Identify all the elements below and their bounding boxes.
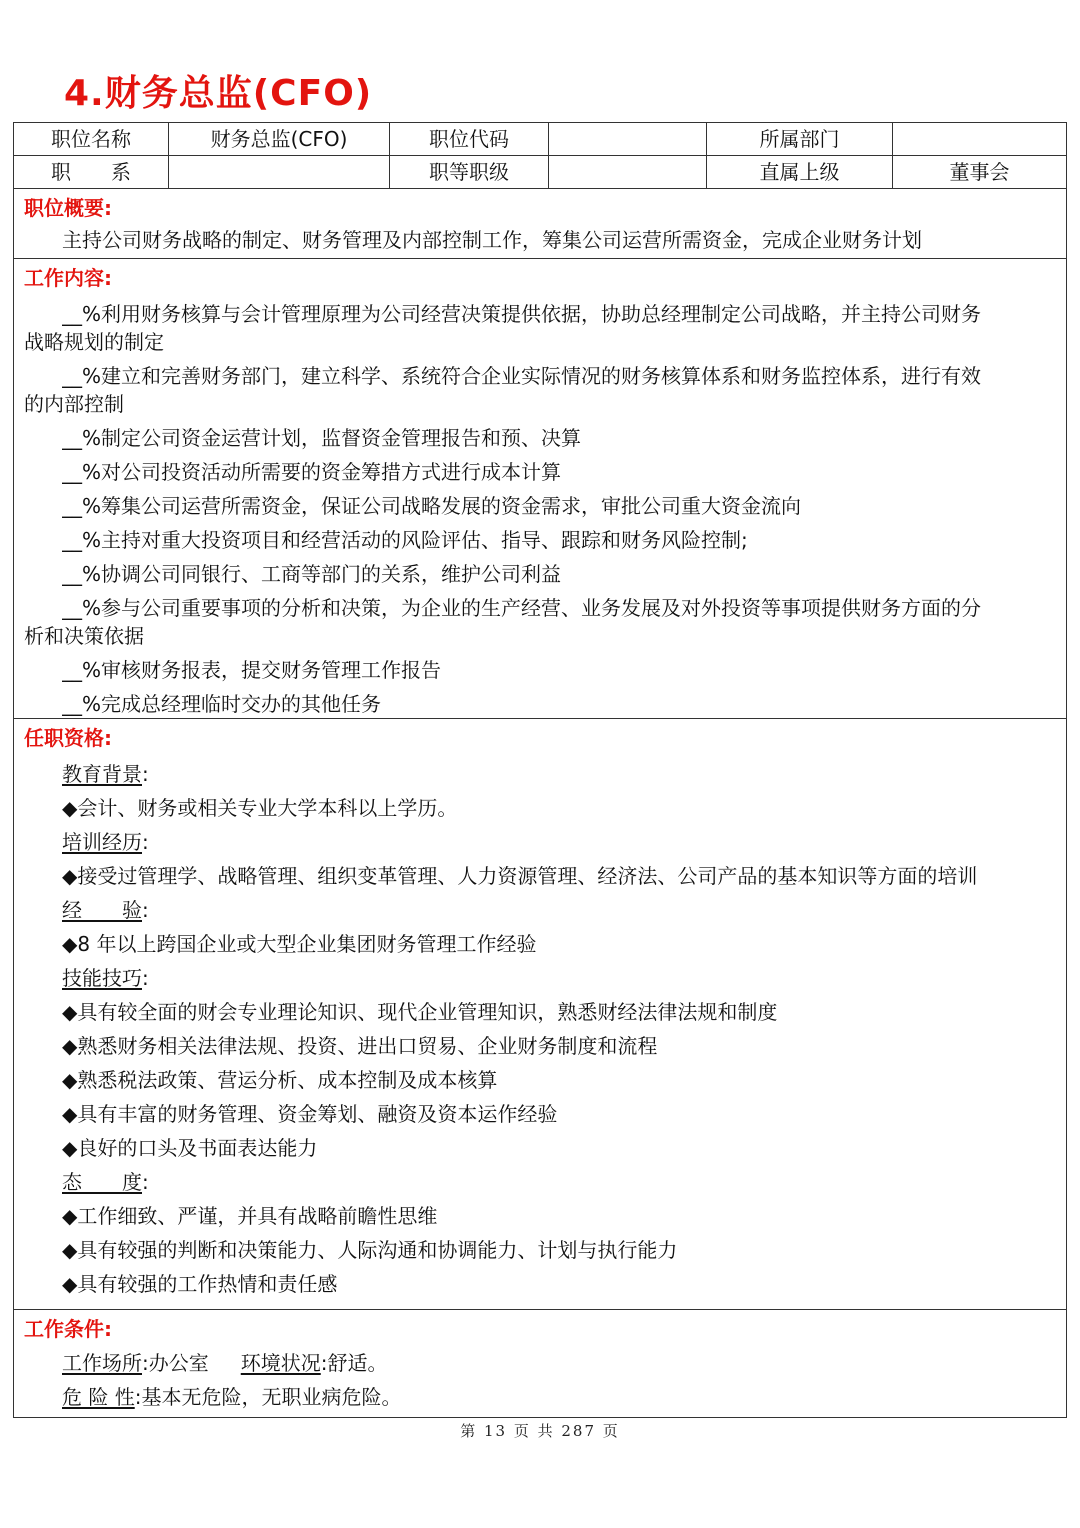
list-item: ◆具有较全面的财会专业理论知识、现代企业管理知识，熟悉财经法律法规和制度	[62, 1000, 778, 1024]
place-value: 办公室	[148, 1351, 209, 1375]
job-description-table	[13, 122, 1067, 1418]
training-text: ◆接受过管理学、战略管理、组织变革管理、人力资源管理、经济法、公司产品的基本知识等方面的培训	[62, 864, 978, 888]
skills-label: 技能技巧	[62, 966, 142, 990]
label-department: 所属部门	[707, 123, 893, 156]
env-label: 环境状况	[240, 1351, 321, 1375]
risk-row: 危 险 性:基本无危险，无职业病危险。	[62, 1385, 402, 1409]
training-label-row: 培训经历:	[62, 830, 149, 854]
value-job-family	[169, 156, 390, 189]
list-item: ◆熟悉税法政策、营运分析、成本控制及成本核算	[62, 1068, 498, 1092]
conditions-section	[14, 1310, 1066, 1417]
qualifications-heading: 任职资格:	[24, 726, 112, 750]
overview-text: 主持公司财务战略的制定、财务管理及内部控制工作，筹集公司运营所需资金，完成企业财务计划	[62, 228, 922, 252]
list-item: __%对公司投资活动所需要的资金筹措方式进行成本计算	[62, 460, 562, 484]
list-item: __%利用财务核算与会计管理原理为公司经营决策提供依据，协助总经理制定公司战略，并主持公司财务	[62, 302, 982, 326]
duties-section	[14, 259, 1066, 719]
experience-text: ◆8 年以上跨国企业或大型企业集团财务管理工作经验	[62, 932, 537, 956]
label-position-code: 职位代码	[390, 123, 549, 156]
list-item: ◆具有较强的判断和决策能力、人际沟通和协调能力、计划与执行能力	[62, 1238, 678, 1262]
list-item: ◆具有丰富的财务管理、资金筹划、融资及资本运作经验	[62, 1102, 558, 1126]
list-item: 的内部控制	[24, 392, 124, 416]
list-item: __%完成总经理临时交办的其他任务	[62, 692, 382, 716]
list-item: 析和决策依据	[24, 624, 144, 648]
value-department	[893, 123, 1066, 156]
experience-label: 经 验	[62, 898, 142, 922]
value-position-name: 财务总监(CFO)	[169, 123, 390, 156]
list-item: ◆良好的口头及书面表达能力	[62, 1136, 318, 1160]
label-grade: 职等职级	[390, 156, 549, 189]
list-item: 战略规划的制定	[24, 330, 164, 354]
education-text: ◆会计、财务或相关专业大学本科以上学历。	[62, 796, 458, 820]
page-title: 4.财务总监(CFO)	[64, 73, 373, 114]
training-label: 培训经历	[62, 830, 142, 854]
qualifications-section	[14, 719, 1066, 1310]
place-env-row: 工作场所:办公室 环境状况:舒适。	[62, 1351, 388, 1375]
attitude-label-row: 态 度:	[62, 1170, 149, 1194]
skills-label-row: 技能技巧:	[62, 966, 149, 990]
list-item: __%参与公司重要事项的分析和决策，为企业的生产经营、业务发展及对外投资等事项提供财务方面的分	[62, 596, 982, 620]
education-label-row: 教育背景:	[62, 762, 149, 786]
risk-label: 危 险 性	[62, 1385, 135, 1409]
list-item: ◆熟悉财务相关法律法规、投资、进出口贸易、企业财务制度和流程	[62, 1034, 658, 1058]
experience-label-row: 经 验:	[62, 898, 149, 922]
risk-value: 基本无危险，无职业病危险。	[141, 1385, 402, 1409]
list-item: ◆工作细致、严谨，并具有战略前瞻性思维	[62, 1204, 438, 1228]
education-label: 教育背景	[62, 762, 142, 786]
label-job-family: 职 系	[14, 156, 169, 189]
list-item: __%主持对重大投资项目和经营活动的风险评估、指导、跟踪和财务风险控制;	[62, 528, 748, 552]
value-position-code	[549, 123, 707, 156]
list-item: __%审核财务报表，提交财务管理工作报告	[62, 658, 442, 682]
list-item: ◆具有较强的工作热情和责任感	[62, 1272, 338, 1296]
label-supervisor: 直属上级	[707, 156, 893, 189]
list-item: __%建立和完善财务部门，建立科学、系统符合企业实际情况的财务核算体系和财务监控体系，进行有效	[62, 364, 982, 388]
overview-section	[14, 189, 1066, 259]
info-grid	[14, 123, 1066, 189]
label-position-name: 职位名称	[14, 123, 169, 156]
duties-heading: 工作内容:	[24, 266, 112, 290]
list-item: __%筹集公司运营所需资金，保证公司战略发展的资金需求，审批公司重大资金流向	[62, 494, 802, 518]
place-label: 工作场所	[62, 1351, 142, 1375]
env-value: 舒适。	[327, 1351, 388, 1375]
list-item: __%制定公司资金运营计划，监督资金管理报告和预、决算	[62, 426, 582, 450]
list-item: __%协调公司同银行、工商等部门的关系，维护公司利益	[62, 562, 562, 586]
value-grade	[549, 156, 707, 189]
page-footer: 第 13 页 共 287 页	[460, 1422, 620, 1440]
attitude-label: 态 度	[62, 1170, 142, 1194]
value-supervisor: 董事会	[893, 156, 1066, 189]
conditions-heading: 工作条件:	[24, 1317, 112, 1341]
overview-heading: 职位概要:	[24, 196, 112, 220]
